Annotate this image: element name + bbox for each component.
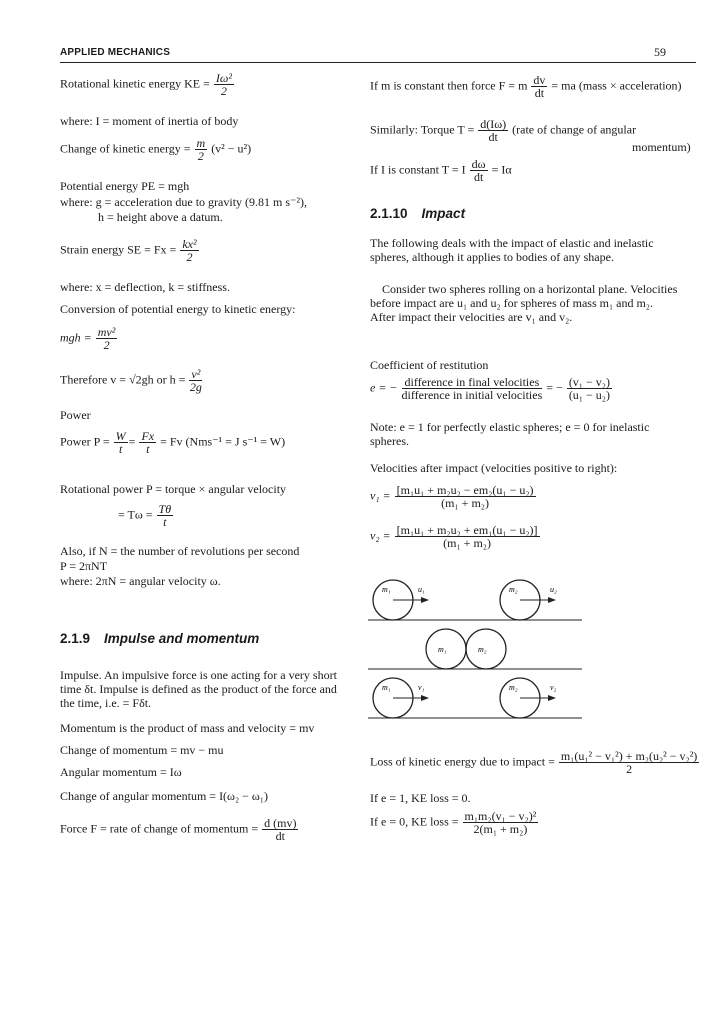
impact-paragraph-2: Consider two spheres rolling on a horizontal plane. Velocities before impact are u₁ and u₂ for spheres of mass m₁ and m₂. After impact their velocities are v₁ and v₂. <box>370 282 678 324</box>
therefore-formula: Therefore v = √2gh or h = $\frac{\text{v²}}{2g}$ <box>60 367 202 394</box>
also-line-1: Also, if N = the number of revolutions per second <box>60 544 300 558</box>
power-formula: Power P = $\frac{W}{t}$ = $\frac{Fx}{t}$ = Fv (Nms⁻¹ = J s⁻¹ = W) <box>60 429 286 456</box>
label-m1-impact: m₁ <box>438 645 447 654</box>
inertia-constant: If I is constant T = I $\frac{d\omega}{dt}$ = Iα <box>370 157 512 184</box>
restitution-formula: e = − $\frac{\text{difference in final velocities}}{\text{difference in initial velocities}}$ = − $\frac{\text{(v₁ − v₂)}}{\text{(u₁ − u₂)}}$ <box>370 375 610 402</box>
momentum-def: Momentum is the product of mass and velocity = mv <box>60 721 315 735</box>
e-zero-case: If e = 0, KE loss = $\frac{\text{m₁m₂(v₁ − v₂)²}}{\text{2(m₁ + m₂)}}$ <box>370 809 537 836</box>
se-where: where: x = deflection, k = stiffness. <box>60 280 230 294</box>
force-constant-mass: If m is constant then force F = m $\frac{dv}{dt}$ = ma (mass × acceleration) <box>370 73 682 100</box>
section-heading-impulse: 2.1.9 Impulse and momentum <box>60 631 260 646</box>
impulse-paragraph: Impulse. An impulsive force is one acting for a very short time δt. Impulse is defined as the product of the force and the time, i.e. = Fδt. <box>60 668 337 710</box>
label-m1-before: m₁ <box>382 585 391 594</box>
label-m1-after: m₁ <box>382 683 391 692</box>
mgh-formula: mgh = $\frac{\text{mv²}}{2}$ <box>60 325 116 352</box>
v1-formula: v₁ = $\frac{\text{[m₁u₁ + m₂u₂ − em₂(u₁ − u₂)}}{\text{(m₁ + m₂)}}$ <box>370 483 534 510</box>
before-impact <box>368 580 582 620</box>
label-m2-after: m₂ <box>509 683 518 692</box>
restitution-heading: Coefficient of restitution <box>370 358 489 372</box>
velocities-heading: Velocities after impact (velocities positive to right): <box>370 461 618 475</box>
power-heading: Power <box>60 408 91 422</box>
angular-momentum: Angular momentum = Iω <box>60 765 182 779</box>
label-u2: u₂ <box>550 585 557 594</box>
restitution-note: Note: e = 1 for perfectly elastic spheres; e = 0 for inelastic spheres. <box>370 420 650 448</box>
label-u1: u₁ <box>418 585 425 594</box>
change-ke-formula: Change of kinetic energy = $\frac{m}{2}$ (v² − u²) <box>60 136 252 163</box>
page-number: 59 <box>654 45 666 59</box>
also-line-2: P = 2πNT <box>60 559 108 573</box>
change-momentum: Change of momentum = mv − mu <box>60 743 224 757</box>
v2-formula: v₂ = $\frac{\text{[m₁u₁ + m₂u₂ + em₁(u₁ − u₂)]}}{\text{(m₁ + m₂)}}$ <box>370 523 538 550</box>
label-m2-impact: m₂ <box>478 645 487 654</box>
during-impact <box>368 629 582 669</box>
after-impact <box>368 678 582 718</box>
torque-tail: momentum) <box>632 140 691 154</box>
pe-where-1: where: g = acceleration due to gravity (9.81 m s⁻²), <box>60 195 307 209</box>
rotational-power-2: = Tω = $\frac{T\theta}{t}$ <box>118 502 172 529</box>
label-v2: v₂ <box>550 683 557 692</box>
conversion-heading: Conversion of potential energy to kinetic energy: <box>60 302 296 316</box>
rotational-power: Rotational power P = torque × angular velocity <box>60 482 287 496</box>
ke-loss-formula: Loss of kinetic energy due to impact = $\frac{\text{m₁(u₁² − v₁²) + m₂(u₂² − v₂²)}}{2}$ <box>370 749 698 776</box>
e-one-case: If e = 1, KE loss = 0. <box>370 791 471 805</box>
impact-diagram <box>360 560 590 730</box>
impact-paragraph-1: The following deals with the impact of elastic and inelastic spheres, although it applies to bodies of any shape. <box>370 236 654 264</box>
torque-formula: Similarly: Torque T = $\frac{d(I\omega)}{dt}$ (rate of change of angular <box>370 117 637 144</box>
force-formula: Force F = rate of change of momentum = $\frac{d (mv)}{dt}$ <box>60 816 297 843</box>
also-line-3: where: 2πN = angular velocity ω. <box>60 574 221 588</box>
strain-energy-formula: Strain energy SE = Fx = $\frac{\text{kx²}}{2}$ <box>60 237 197 264</box>
label-m2-before: m₂ <box>509 585 518 594</box>
change-angular-momentum: Change of angular momentum = I(ω₂ − ω₁) <box>60 789 268 803</box>
running-title: APPLIED MECHANICS <box>60 47 171 58</box>
label-v1: v₁ <box>418 683 425 692</box>
section-heading-impact: 2.1.10 Impact <box>370 206 466 221</box>
pe-where-2: h = height above a datum. <box>98 210 223 224</box>
potential-energy: Potential energy PE = mgh <box>60 179 190 193</box>
header-rule <box>60 62 696 63</box>
rotational-ke-formula: Rotational kinetic energy KE = $\frac{\text{Iω²}}{2}$ <box>60 71 232 98</box>
rke-where: where: I = moment of inertia of body <box>60 114 239 128</box>
